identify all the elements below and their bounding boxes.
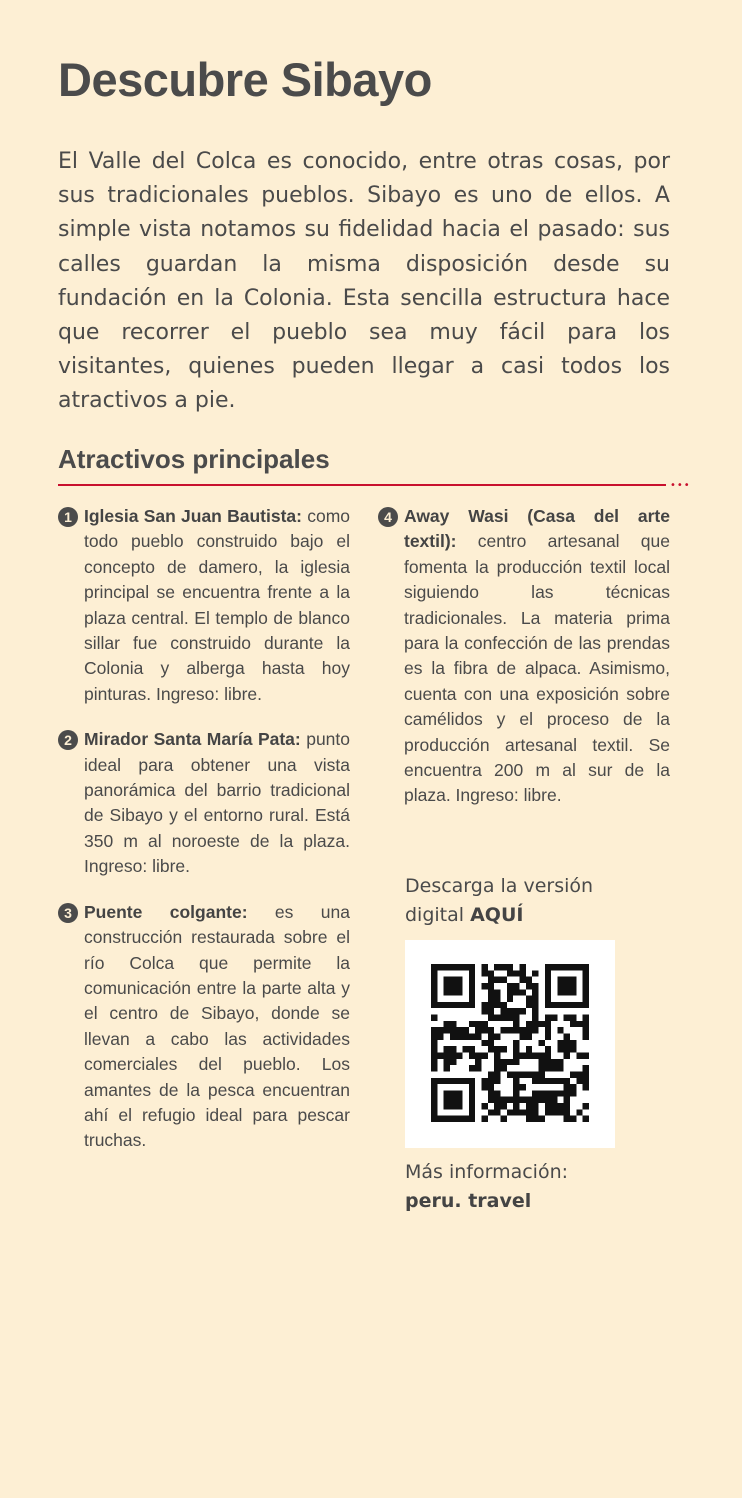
attraction-name: Puente colgante: bbox=[84, 901, 248, 922]
download-link[interactable]: AQUÍ bbox=[470, 904, 524, 926]
attraction-name: Iglesia San Juan Bautista: bbox=[84, 506, 302, 526]
attraction-description: punto ideal para obtener una vista panorámica del barrio tradicional de Sibayo y el entorno rural. Está 350 m al noroeste de la plaza. Ingreso: libre. bbox=[84, 729, 351, 877]
attraction-description: es una construcción restaurada sobre el río Colca que permite la comunicación entre la parte alta y el centro de Sibayo, donde se llevan a cabo las actividades comerciales del pueblo. Los amantes de la pesca encuentran ahí el refugio ideal para pescar truchas. bbox=[84, 901, 350, 1151]
attraction-item bbox=[58, 504, 350, 707]
attraction-name: Mirador Santa María Pata: bbox=[84, 729, 301, 750]
attraction-text bbox=[84, 900, 350, 1154]
attraction-text bbox=[84, 504, 350, 707]
number-badge: 1 bbox=[58, 507, 78, 527]
section-title: Atractivos principales bbox=[58, 444, 330, 474]
attraction-text bbox=[404, 504, 670, 809]
attraction-description: centro artesanal que fomenta la producción textil local siguiendo las técnicas tradicionales. La materia prima para la confección de las prendas es la fibra de alpaca. Asimismo, cuenta con una exposición sobre camélidos y el proceso de la producción artesanal textil. Se encuentra 200 m al sur de la plaza. Ingreso: libre. bbox=[404, 531, 670, 806]
intro-paragraph: El Valle del Colca es conocido, entre otras cosas, por sus tradicionales pueblos. Sibayo es uno de ellos. A simple vista notamos su fidelidad hacia el pasado: sus calles guardan la misma disposición desde su fundación en la Colonia. Esta sencilla estructura hace que recorrer el pueblo sea muy fácil para los visitantes, quienes pueden llegar a casi todos los atractivos a pie. bbox=[58, 149, 670, 414]
attraction-item bbox=[378, 504, 670, 809]
number-badge: 2 bbox=[58, 730, 78, 750]
attractions-right-column bbox=[378, 504, 670, 829]
download-prefix: Descarga la versión digital bbox=[405, 875, 594, 926]
attraction-description: como todo pueblo construido bajo el concepto de damero, la iglesia principal se encuentra frente a la plaza central. El templo de blanco sillar fue construido durante la Colonia y alberga hasta hoy pinturas. Ingreso: libre. bbox=[84, 506, 351, 704]
number-badge: 3 bbox=[58, 903, 78, 923]
page-title: Descubre Sibayo bbox=[58, 53, 432, 106]
more-info bbox=[405, 1158, 665, 1216]
section-divider bbox=[58, 484, 666, 486]
more-info-label: Más información: bbox=[405, 1161, 569, 1183]
number-badge: 4 bbox=[378, 507, 398, 527]
attraction-name: Away Wasi (Casa del arte textil): bbox=[404, 506, 670, 552]
attraction-text bbox=[84, 727, 350, 879]
qr-code-icon bbox=[431, 964, 589, 1122]
qr-code[interactable] bbox=[405, 940, 615, 1148]
download-text bbox=[405, 872, 645, 930]
attractions-left-column bbox=[58, 504, 350, 1174]
website-link[interactable]: peru. travel bbox=[405, 1190, 532, 1212]
attraction-item bbox=[58, 727, 350, 879]
divider-dots: ••• bbox=[670, 480, 691, 491]
attraction-item bbox=[58, 900, 350, 1154]
